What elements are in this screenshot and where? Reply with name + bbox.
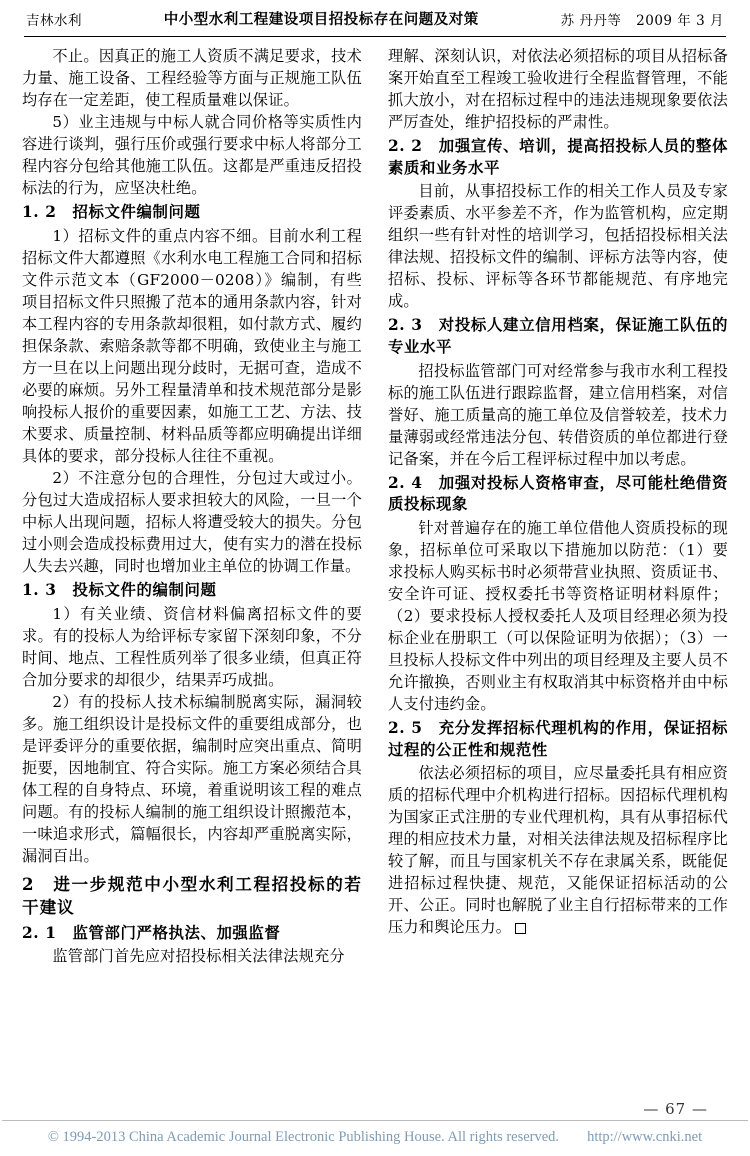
running-header <box>22 0 728 33</box>
right-paragraph: 招投标监管部门可对经常参与我市水利工程投标的施工队伍进行跟踪监督，建立信用档案，对信誉好、施工质量高的施工单位及信誉较差，技术力量薄弱或经常违法分包、转借资质的单位都进行登记备案，并在今后工程评标过程中加以考虑。 <box>388 361 728 468</box>
left-section-heading: 1. 2 招标文件编制问题 <box>22 203 201 222</box>
left-paragraph: 2）不注意分包的合理性，分包过大或过小。分包过大造成招标人要求担较大的风险，一旦一个中标人出现问题，招标人将遭受较大的损失。分包过小则会造成投标费用过大，使有实力的潜在投标人失去兴趣，同时也增加业主单位的协调工作量。 <box>22 469 362 576</box>
copyright-bar <box>0 1126 750 1146</box>
left-paragraph: 5）业主违规与中标人就合同价格等实质性内容进行谈判，强行压价或强行要求中标人将部分工程内容分包给其他施工队伍。这都是严重违反招投标法的行为，应坚决杜绝。 <box>22 113 362 198</box>
cnki-url[interactable]: http://www.cnki.net <box>587 1129 703 1145</box>
left-paragraph: 监管部门首先应对招投标相关法律法规充分 <box>52 947 345 966</box>
left-section-heading: 2. 1 监管部门严格执法、加强监督 <box>22 923 281 942</box>
right-section-heading: 2. 3 对投标人建立信用档案，保证施工队伍的专业水平 <box>388 316 728 356</box>
footer-divider <box>2 1120 748 1121</box>
page-number: — 67 — <box>643 1100 708 1118</box>
body-columns <box>22 45 728 1055</box>
left-paragraph: 不止。因真正的施工人资质不满足要求，技术力量、施工设备、工程经验等方面与正规施工队伍均存在一定差距，使工程质量难以保证。 <box>22 47 362 110</box>
left-major-heading: 2 进一步规范中小型水利工程招投标的若干建议 <box>22 874 362 918</box>
right-section-heading: 2. 4 加强对投标人资格审查，尽可能杜绝借资质投标现象 <box>388 473 728 514</box>
end-of-article-box-icon <box>515 923 526 934</box>
left-section-heading: 1. 3 投标文件的编制问题 <box>22 581 217 600</box>
copyright-text: © 1994-2013 China Academic Journal Electronic Publishing House. All rights reserved. <box>47 1129 560 1145</box>
authors: 苏 丹丹等 <box>560 13 622 29</box>
left-column <box>22 45 362 1055</box>
right-paragraph: 理解、深刻认识，对依法必须招标的项目从招标备案开始直至工程竣工验收进行全程监督管理，不能抓大放小，对在招标过程中的违法违规现象要依法严厉查处，维护招投标的严肃性。 <box>388 47 728 132</box>
article-title: 中小型水利工程建设项目招投标存在问题及对策 <box>163 11 479 28</box>
page-footer <box>0 1100 750 1146</box>
journal-name: 吉林水利 <box>26 13 82 29</box>
left-paragraph: 2）有的投标人技术标编制脱离实际，漏洞较多。施工组织设计是投标文件的重要组成部分，也是评委评分的重要依据，编制时应突出重点、简明扼要，因地制宜、符合实际。施工方案必须结合具体工程的自身特点、环境，着重说明该工程的难点问题。有的投标人编制的施工组织设计照搬范本，一味追求形式，篇幅很长，内容却严重脱离实际，漏洞百出。 <box>22 692 362 866</box>
right-column <box>388 45 728 1055</box>
right-section-heading: 2. 5 充分发挥招标代理机构的作用，保证招标过程的公正性和规范性 <box>388 719 728 759</box>
header-authors-date <box>561 9 724 29</box>
right-section-heading: 2. 2 加强宣传、培训，提高招投标人员的整体素质和业务水平 <box>388 137 728 177</box>
left-paragraph: 1）招标文件的重点内容不细。目前水利工程招标文件大都遵照《水利水电工程施工合同和招标文件示范文本（GF2000－0208）》编制，有些项目招标文件只照搬了范本的通用条款内容，针对本工程内容的专用条款却很粗，如付款方式、履约担保条款、索赔条款等都不明确，致使业主与施工方一旦在以上问题出现分歧时，无据可查，造成不必要的麻烦。另外工程量清单和技术规范部分是影响投标人报价的重要因素，如施工工艺、方法、技术要求、质量控制、材料品质等都应明确提出详细具体的要求，部分投标人往往不重视。 <box>22 226 362 466</box>
right-paragraph: 依法必须招标的项目，应尽量委托具有相应资质的招标代理中介机构进行招标。因招标代理机构为国家正式注册的专业代理机构，具有从事招标代理的相应技术力量，对相关法律法规及招标程序比较了解，而且与国家机关不存在隶属关系，既能促进招标过程快捷、规范，又能保证招标活动的公开、公正。同时也解脱了业主自行招标带来的工作压力和舆论压力。 <box>388 764 728 937</box>
right-paragraph: 针对普遍存在的施工单位借他人资质投标的现象，招标单位可采取以下措施加以防范：（1）要求投标人购买标书时必须带营业执照、资质证书、安全许可证、授权委托书等资格证明材料原件；（2）要求投标人授权委托人及项目经理必须为投标企业在册职工（可以保险证明为依据）；（3）一旦投标人投标文件中列出的项目经理及主要人员不允许撤换，否则业主有权取消其中标资格并由中标人支付违约金。 <box>388 518 728 714</box>
issue-date: 2009 年 3 月 <box>636 13 724 29</box>
header-divider <box>24 36 726 37</box>
left-paragraph: 1）有关业绩、资信材料偏离招标文件的要求。有的投标人为给评标专家留下深刻印象，不分时间、地点、工程性质列举了很多业绩，但真正符合加分要求的却很少，结果弄巧成拙。 <box>22 604 362 689</box>
right-paragraph: 目前，从事招投标工作的相关工作人员及专家评委素质、水平参差不齐，作为监管机构，应定期组织一些有针对性的培训学习，包括招投标相关法律法规、招投标文件的编制、评标方法等内容，使招标、投标、评标等各环节都能规范、有序地完成。 <box>388 182 728 311</box>
